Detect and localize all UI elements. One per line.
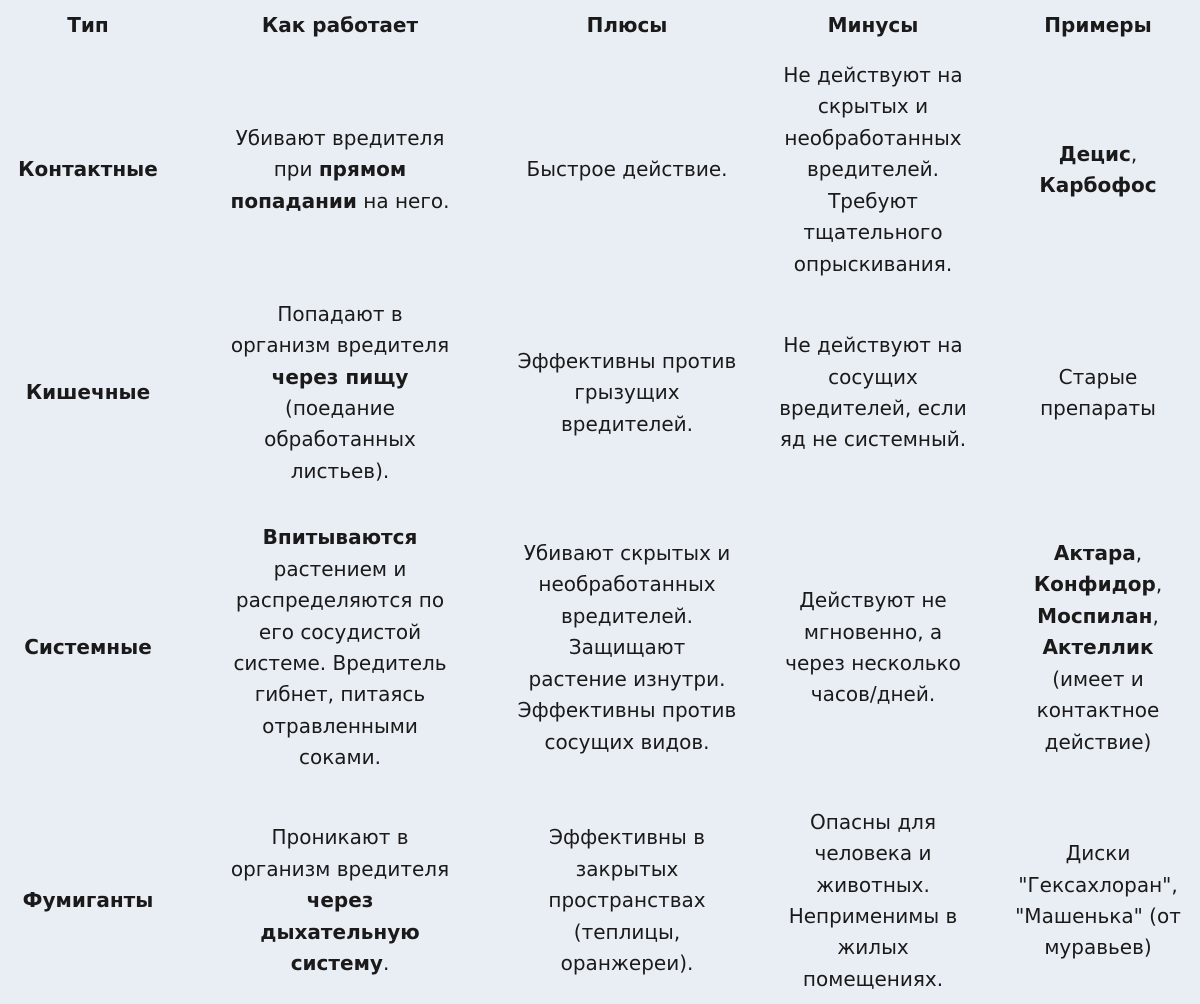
header-row: [0, 0, 1200, 52]
example-name: Карбофос: [1039, 173, 1157, 197]
how-emphasis: через дыхательную систему: [260, 888, 420, 976]
pros-cell: [504, 498, 750, 798]
pros-cell: [504, 52, 750, 288]
cons-cell: [750, 52, 996, 288]
how-text: растением и распределяются по его сосудистой системе. Вредитель гибнет, питаясь отравленными соками.: [233, 556, 447, 770]
examples-cell: [996, 798, 1200, 1004]
header-examples: Примеры: [1044, 13, 1152, 38]
example-separator: ,: [1130, 141, 1138, 166]
table-row: [0, 288, 1200, 498]
cons-text: Действуют не мгновенно, а через несколько часов/дней.: [785, 588, 961, 707]
header-cons: Минусы: [827, 13, 919, 38]
example-name: Конфидор: [1033, 572, 1156, 597]
cons-cell: [750, 798, 996, 1004]
cons-text: Опасны для человека и животных. Неприменимы в жилых помещениях.: [788, 809, 958, 991]
table-row: [0, 498, 1200, 798]
pros-text: Эффективны в закрытых пространствах (теплицы, оранжереи).: [548, 825, 706, 976]
how-cell: [176, 52, 504, 288]
how-text-tail: .: [382, 951, 390, 976]
how-text: Убивают вредителя при: [235, 125, 445, 182]
type-cell: Кишечные: [25, 380, 151, 405]
how-text-tail: (поедание обработанных листьев).: [264, 396, 416, 483]
how-emphasis: через пищу: [271, 364, 409, 389]
examples-text: Старые препараты: [1040, 364, 1156, 420]
examples-cell: [996, 288, 1200, 498]
header-pros: Плюсы: [586, 13, 668, 38]
example-separator: ,: [1152, 603, 1159, 628]
pros-cell: [504, 798, 750, 1004]
pros-text: Быстрое действие.: [526, 157, 728, 182]
cons-text: Не действуют на сосущих вредителей, если яд не системный.: [779, 333, 967, 452]
type-cell: Контактные: [18, 157, 158, 182]
how-text: Попадают в организм вредителя: [230, 301, 450, 358]
header-how-it-works: Как работает: [261, 13, 419, 38]
how-emphasis: прямом попадании: [230, 157, 407, 213]
pros-text: Эффективны против грызущих вредителей.: [517, 348, 737, 436]
cons-text: Не действуют на скрытых и необработанных вредителей. Требуют тщательного опрыскивания.: [783, 63, 963, 276]
example-separator: ,: [1135, 541, 1143, 566]
table-row: [0, 52, 1200, 288]
type-cell: Системные: [24, 635, 152, 660]
table-row: [0, 798, 1200, 1004]
how-emphasis: Впитываются: [262, 525, 418, 550]
pros-text: Убивают скрытых и необработанных вредителей. Защищают растение изнутри. Эффективны против сосущих видов.: [517, 541, 737, 754]
how-text-tail: на него.: [356, 188, 450, 213]
example-name: Децис: [1058, 141, 1131, 166]
cons-cell: [750, 498, 996, 798]
examples-text: Диски "Гексахлоран", "Машенька" (от муравьев): [1015, 841, 1181, 960]
pros-cell: [504, 288, 750, 498]
example-separator: ,: [1155, 572, 1163, 597]
example-note: (имеет и контактное действие): [1036, 666, 1160, 754]
how-cell: [176, 798, 504, 1004]
example-name: Актара: [1053, 541, 1136, 566]
example-name: Актеллик: [1042, 635, 1154, 660]
header-type: Тип: [67, 13, 109, 38]
examples-cell: [996, 498, 1200, 798]
how-text: Проникают в организм вредителя: [230, 825, 450, 881]
cons-cell: [750, 288, 996, 498]
example-name: Моспилан: [1037, 603, 1153, 628]
type-cell: Фумиганты: [22, 888, 154, 913]
examples-cell: [996, 52, 1200, 288]
how-cell: [176, 498, 504, 798]
how-cell: [176, 288, 504, 498]
